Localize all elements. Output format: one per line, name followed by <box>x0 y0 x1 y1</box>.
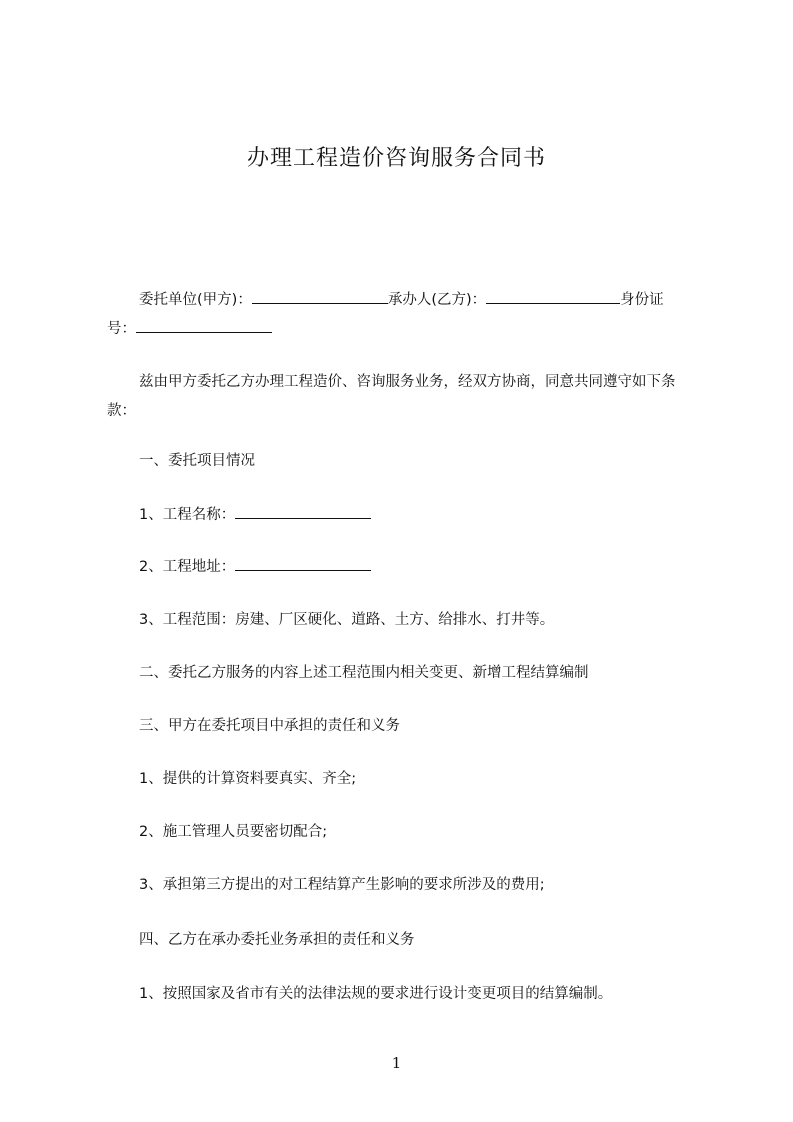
section4-heading: 四、乙方在承办委托业务承担的责任和义务 <box>139 932 415 948</box>
page-number: 1 <box>391 1054 402 1072</box>
section1-item3: 3、工程范围：房建、厂区硬化、道路、土方、给排水、打井等。 <box>139 612 555 628</box>
section3-item2: 2、施工管理人员要密切配合; <box>139 824 328 840</box>
intro-paragraph: 兹由甲方委托乙方办理工程造价、咨询服务业务，经双方协商，同意共同遵守如下条款： <box>107 374 676 419</box>
parties-line <box>139 286 664 315</box>
section1-item2 <box>139 553 371 582</box>
section2-heading: 二、委托乙方服务的内容上述工程范围内相关变更、新增工程结算编制 <box>139 665 589 681</box>
project-address-blank <box>235 556 371 571</box>
section4-item1: 1、按照国家及省市有关的法律法规的要求进行设计变更项目的结算编制。 <box>139 986 613 1002</box>
document-title: 办理工程造价咨询服务合同书 <box>246 146 546 171</box>
section3-item3: 3、承担第三方提出的对工程结算产生影响的要求所涉及的费用; <box>139 877 545 893</box>
contractor-label: 承办人(乙方)： <box>387 292 487 308</box>
section1-item1 <box>139 501 371 530</box>
client-blank <box>252 289 388 304</box>
client-label: 委托单位(甲方)： <box>139 292 252 308</box>
id-label-part1: 身份证 <box>620 292 664 308</box>
section3-item1: 1、提供的计算资料要真实、齐全; <box>139 771 357 787</box>
id-line <box>107 315 272 344</box>
section1-heading: 一、委托项目情况 <box>139 453 255 469</box>
id-blank <box>136 318 272 333</box>
project-name-label: 1、工程名称： <box>139 507 236 523</box>
section3-heading: 三、甲方在委托项目中承担的责任和义务 <box>139 718 400 734</box>
project-address-label: 2、工程地址： <box>139 559 236 575</box>
id-label-part2: 号： <box>107 321 136 337</box>
contractor-blank <box>486 289 620 304</box>
project-name-blank <box>235 504 371 519</box>
